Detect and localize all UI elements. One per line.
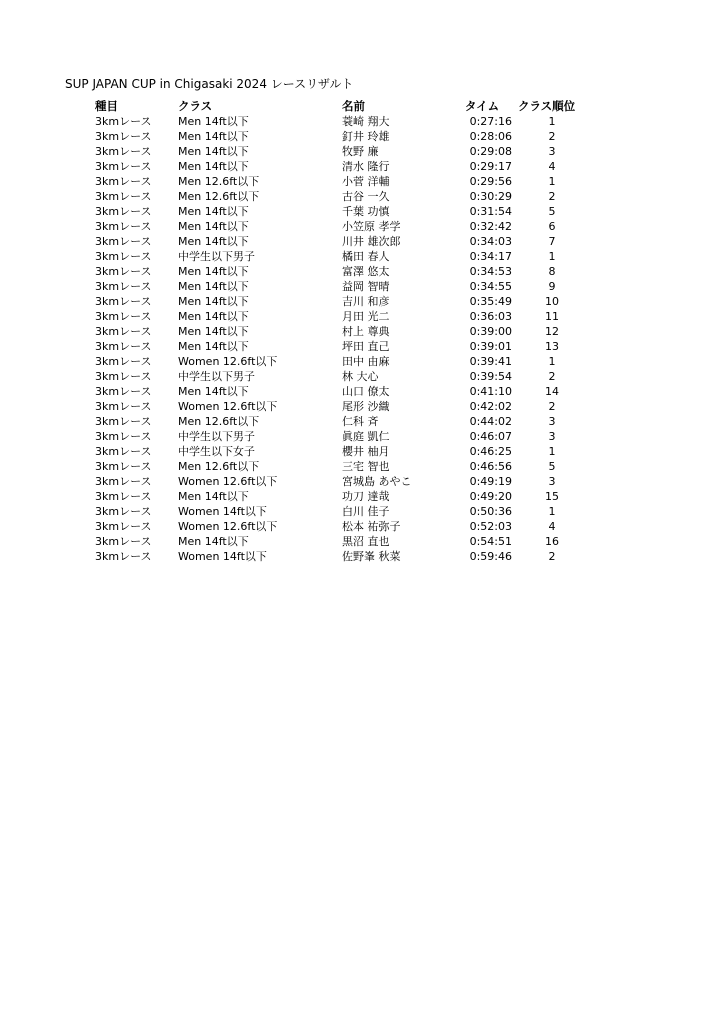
cell-name: 釘井 玲雄 (342, 130, 390, 143)
cell-rank: 1 (548, 115, 556, 128)
cell-name: 櫻井 柚月 (342, 445, 390, 458)
table-row (92, 459, 592, 474)
cell-time: 0:54:51 (469, 535, 512, 548)
cell-time: 0:50:36 (469, 505, 512, 518)
cell-event: 3kmレース (95, 445, 152, 458)
cell-rank: 8 (548, 265, 556, 278)
cell-name: 山口 僚太 (342, 385, 390, 398)
cell-rank: 3 (548, 475, 556, 488)
cell-event: 3kmレース (95, 385, 152, 398)
header-name: 名前 (342, 99, 365, 113)
header-time: タイム (464, 99, 500, 113)
cell-event: 3kmレース (95, 325, 152, 338)
cell-time: 0:29:08 (469, 145, 512, 158)
cell-class: Women 14ft以下 (178, 550, 267, 563)
cell-rank: 4 (548, 160, 556, 173)
cell-name: 白川 佳子 (342, 505, 390, 518)
cell-class: Men 14ft以下 (178, 130, 249, 143)
cell-name: 清水 隆行 (342, 160, 390, 173)
cell-name: 眞庭 凱仁 (342, 430, 390, 443)
cell-time: 0:34:55 (469, 280, 512, 293)
cell-time: 0:41:10 (469, 385, 512, 398)
cell-rank: 11 (545, 310, 559, 323)
cell-rank: 12 (545, 325, 559, 338)
cell-rank: 7 (548, 235, 556, 248)
cell-rank: 16 (545, 535, 559, 548)
cell-event: 3kmレース (95, 460, 152, 473)
cell-event: 3kmレース (95, 130, 152, 143)
cell-time: 0:27:16 (469, 115, 512, 128)
table-header-row (92, 99, 592, 114)
table-row (92, 204, 592, 219)
cell-name: 橘田 春人 (342, 250, 390, 263)
cell-class: Women 12.6ft以下 (178, 475, 278, 488)
cell-rank: 1 (548, 250, 556, 263)
cell-time: 0:46:07 (469, 430, 512, 443)
header-class: クラス (178, 99, 213, 113)
table-row (92, 444, 592, 459)
cell-class: Women 12.6ft以下 (178, 520, 278, 533)
cell-class: Women 12.6ft以下 (178, 355, 278, 368)
cell-rank: 1 (548, 175, 556, 188)
cell-class: Men 12.6ft以下 (178, 460, 260, 473)
cell-name: 富澤 悠太 (342, 265, 390, 278)
cell-name: 村上 尊典 (342, 325, 390, 338)
cell-time: 0:34:03 (469, 235, 512, 248)
cell-class: Men 14ft以下 (178, 265, 249, 278)
cell-name: 宮城島 あやこ (342, 475, 412, 488)
cell-class: Men 14ft以下 (178, 115, 249, 128)
table-row (92, 429, 592, 444)
cell-rank: 13 (545, 340, 559, 353)
cell-class: Men 12.6ft以下 (178, 190, 260, 203)
cell-class: Men 14ft以下 (178, 160, 249, 173)
cell-event: 3kmレース (95, 115, 152, 128)
cell-class: 中学生以下女子 (178, 445, 255, 458)
cell-rank: 14 (545, 385, 559, 398)
cell-event: 3kmレース (95, 475, 152, 488)
cell-class: Men 12.6ft以下 (178, 415, 260, 428)
table-row (92, 234, 592, 249)
cell-event: 3kmレース (95, 415, 152, 428)
cell-event: 3kmレース (95, 490, 152, 503)
cell-time: 0:34:17 (469, 250, 512, 263)
cell-event: 3kmレース (95, 400, 152, 413)
cell-time: 0:39:00 (469, 325, 512, 338)
cell-time: 0:29:56 (469, 175, 512, 188)
cell-event: 3kmレース (95, 550, 152, 563)
cell-time: 0:39:41 (469, 355, 512, 368)
table-row (92, 369, 592, 384)
cell-rank: 2 (548, 400, 556, 413)
cell-time: 0:39:01 (469, 340, 512, 353)
table-row (92, 249, 592, 264)
cell-time: 0:31:54 (469, 205, 512, 218)
cell-name: 蓑崎 翔大 (342, 115, 390, 128)
cell-rank: 5 (548, 460, 556, 473)
cell-time: 0:59:46 (469, 550, 512, 563)
table-row (92, 414, 592, 429)
table-row (92, 339, 592, 354)
cell-class: Men 14ft以下 (178, 385, 249, 398)
cell-class: Men 14ft以下 (178, 490, 249, 503)
table-row (92, 279, 592, 294)
cell-rank: 9 (548, 280, 556, 293)
cell-time: 0:30:29 (469, 190, 512, 203)
cell-class: Men 14ft以下 (178, 220, 249, 233)
table-row (92, 174, 592, 189)
cell-name: 林 大心 (342, 370, 379, 383)
cell-name: 吉川 和彦 (342, 295, 390, 308)
cell-class: Women 12.6ft以下 (178, 400, 278, 413)
cell-event: 3kmレース (95, 295, 152, 308)
cell-event: 3kmレース (95, 310, 152, 323)
table-row (92, 324, 592, 339)
cell-rank: 2 (548, 190, 556, 203)
document-title: SUP JAPAN CUP in Chigasaki 2024 レースリザルト (65, 77, 354, 91)
cell-event: 3kmレース (95, 235, 152, 248)
cell-time: 0:49:19 (469, 475, 512, 488)
cell-name: 仁科 斉 (342, 415, 379, 428)
cell-class: Men 14ft以下 (178, 145, 249, 158)
cell-name: 松本 祐弥子 (342, 520, 401, 533)
cell-rank: 2 (548, 550, 556, 563)
cell-rank: 3 (548, 415, 556, 428)
cell-class: Men 14ft以下 (178, 280, 249, 293)
cell-time: 0:34:53 (469, 265, 512, 278)
cell-class: Men 14ft以下 (178, 235, 249, 248)
cell-rank: 1 (548, 505, 556, 518)
cell-event: 3kmレース (95, 535, 152, 548)
cell-class: 中学生以下男子 (178, 430, 255, 443)
cell-rank: 3 (548, 145, 556, 158)
cell-name: 月田 光二 (342, 310, 390, 323)
cell-class: 中学生以下男子 (178, 250, 255, 263)
cell-rank: 6 (548, 220, 556, 233)
cell-name: 坪田 直己 (342, 340, 390, 353)
cell-time: 0:46:25 (469, 445, 512, 458)
cell-class: Men 14ft以下 (178, 325, 249, 338)
cell-rank: 3 (548, 430, 556, 443)
header-event: 種目 (95, 99, 118, 113)
cell-name: 千葉 功慎 (342, 205, 390, 218)
cell-rank: 4 (548, 520, 556, 533)
cell-event: 3kmレース (95, 190, 152, 203)
table-row (92, 114, 592, 129)
cell-name: 小菅 洋輔 (342, 175, 390, 188)
cell-class: Men 14ft以下 (178, 310, 249, 323)
cell-time: 0:28:06 (469, 130, 512, 143)
cell-rank: 1 (548, 445, 556, 458)
cell-name: 三宅 智也 (342, 460, 390, 473)
cell-name: 尾形 沙織 (342, 400, 390, 413)
table-row (92, 189, 592, 204)
cell-event: 3kmレース (95, 370, 152, 383)
table-body (92, 114, 592, 564)
cell-time: 0:35:49 (469, 295, 512, 308)
cell-time: 0:36:03 (469, 310, 512, 323)
table-row (92, 549, 592, 564)
table-row (92, 504, 592, 519)
cell-name: 黒沼 直也 (342, 535, 390, 548)
cell-time: 0:44:02 (469, 415, 512, 428)
cell-event: 3kmレース (95, 145, 152, 158)
table-row (92, 534, 592, 549)
table-row (92, 354, 592, 369)
cell-name: 川井 雄次郎 (342, 235, 401, 248)
cell-event: 3kmレース (95, 280, 152, 293)
results-table (92, 99, 592, 564)
cell-name: 田中 由麻 (342, 355, 390, 368)
cell-time: 0:32:42 (469, 220, 512, 233)
cell-event: 3kmレース (95, 205, 152, 218)
cell-time: 0:29:17 (469, 160, 512, 173)
cell-rank: 5 (548, 205, 556, 218)
table-row (92, 519, 592, 534)
table-row (92, 399, 592, 414)
header-rank: クラス順位 (518, 99, 576, 113)
cell-class: Women 14ft以下 (178, 505, 267, 518)
cell-rank: 2 (548, 370, 556, 383)
cell-event: 3kmレース (95, 505, 152, 518)
cell-class: Men 12.6ft以下 (178, 175, 260, 188)
cell-rank: 2 (548, 130, 556, 143)
table-row (92, 264, 592, 279)
cell-event: 3kmレース (95, 175, 152, 188)
cell-time: 0:39:54 (469, 370, 512, 383)
cell-event: 3kmレース (95, 520, 152, 533)
cell-rank: 10 (545, 295, 559, 308)
cell-rank: 1 (548, 355, 556, 368)
cell-event: 3kmレース (95, 340, 152, 353)
table-row (92, 159, 592, 174)
table-row (92, 309, 592, 324)
table-row (92, 129, 592, 144)
cell-event: 3kmレース (95, 160, 152, 173)
table-row (92, 489, 592, 504)
cell-class: 中学生以下男子 (178, 370, 255, 383)
table-row (92, 219, 592, 234)
cell-name: 牧野 廉 (342, 145, 379, 158)
cell-class: Men 14ft以下 (178, 205, 249, 218)
cell-event: 3kmレース (95, 220, 152, 233)
cell-name: 小笠原 孝学 (342, 220, 401, 233)
cell-time: 0:42:02 (469, 400, 512, 413)
cell-name: 古谷 一久 (342, 190, 390, 203)
cell-event: 3kmレース (95, 355, 152, 368)
cell-event: 3kmレース (95, 265, 152, 278)
table-row (92, 384, 592, 399)
cell-event: 3kmレース (95, 250, 152, 263)
cell-name: 佐野峯 秋菜 (342, 550, 401, 563)
table-row (92, 294, 592, 309)
cell-class: Men 14ft以下 (178, 295, 249, 308)
table-row (92, 474, 592, 489)
table-row (92, 144, 592, 159)
cell-rank: 15 (545, 490, 559, 503)
cell-time: 0:46:56 (469, 460, 512, 473)
cell-event: 3kmレース (95, 430, 152, 443)
cell-time: 0:49:20 (469, 490, 512, 503)
cell-class: Men 14ft以下 (178, 340, 249, 353)
cell-name: 功刀 達哉 (342, 490, 390, 503)
cell-class: Men 14ft以下 (178, 535, 249, 548)
cell-name: 益岡 智晴 (342, 280, 390, 293)
cell-time: 0:52:03 (469, 520, 512, 533)
